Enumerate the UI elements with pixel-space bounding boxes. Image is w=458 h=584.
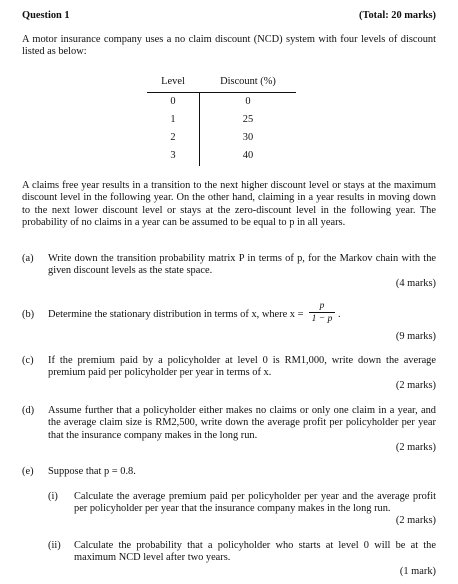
question-title: Question 1 [22, 10, 70, 21]
table-cell-discount: 0 [245, 96, 251, 107]
table-cell-level: 3 [170, 150, 176, 161]
part-b-period: . [338, 309, 341, 320]
part-a-text: Write down the transition probability matrix P in terms of p, for the Markov chain with the given discount levels as the state space. [48, 253, 436, 277]
fraction-numerator: p [319, 301, 325, 311]
part-c-text: If the premium paid by a policyholder at level 0 is RM1,000, write down the average premium paid per policyholder per year in terms of x. [48, 355, 436, 379]
part-d-label: (d) [22, 405, 35, 416]
table-cell-discount: 25 [242, 114, 254, 125]
part-a-label: (a) [22, 253, 34, 264]
fraction-bar [309, 312, 335, 313]
table-cell-discount: 30 [242, 132, 254, 143]
part-b-marks: (9 marks) [395, 331, 436, 342]
part-c-label: (c) [22, 355, 34, 366]
part-b-text: Determine the stationary distribution in terms of x, where x = [48, 309, 304, 320]
intro-text: A motor insurance company uses a no claim discount (NCD) system with four levels of discount listed as below: [22, 34, 436, 58]
part-c-marks: (2 marks) [395, 380, 436, 391]
part-e-label: (e) [22, 466, 34, 477]
part-e-ii-marks: (1 mark) [399, 566, 436, 577]
discount-table [147, 70, 296, 166]
part-d-text: Assume further that a policyholder either makes no claims or only one claim in a year, and the average claim size is RM2,500, write down the average profit per policyholder per year that the insurance company makes in the long run. [48, 405, 436, 441]
fraction-denominator: 1 − p [311, 314, 333, 324]
part-d-marks: (2 marks) [395, 442, 436, 453]
part-b-label: (b) [22, 309, 35, 320]
table-header-discount: Discount (%) [220, 76, 276, 87]
part-e-i-label: (i) [48, 491, 58, 502]
total-marks: (Total: 20 marks) [359, 10, 436, 21]
table-divider [147, 92, 296, 93]
table-cell-level: 0 [170, 96, 176, 107]
table-cell-level: 2 [170, 132, 176, 143]
part-e-i-marks: (2 marks) [395, 515, 436, 526]
table-header-level: Level [161, 76, 185, 87]
part-e-ii-text: Calculate the probability that a policyholder who starts at level 0 will be at the maximum NCD level after two years. [74, 540, 436, 564]
table-cell-level: 1 [170, 114, 176, 125]
scenario-paragraph: A claims free year results in a transition to the next higher discount level or stays at the maximum discount level in the following year. On the other hand, claiming in a year results in moving down to the next lower discount level or stays at the zero-discount level in the following year. The probability of no claims in a year can be assumed to be equal to p in all years. [22, 180, 436, 229]
part-e-i-text: Calculate the average premium paid per policyholder per year and the average profit per policyholder per year that the insurance company makes in the long run. [74, 491, 436, 515]
fraction-p-over-1-minus-p [309, 301, 335, 324]
part-e-ii-label: (ii) [48, 540, 61, 551]
part-e-text: Suppose that p = 0.8. [48, 466, 136, 477]
table-cell-discount: 40 [242, 150, 254, 161]
part-a-marks: (4 marks) [395, 278, 436, 289]
